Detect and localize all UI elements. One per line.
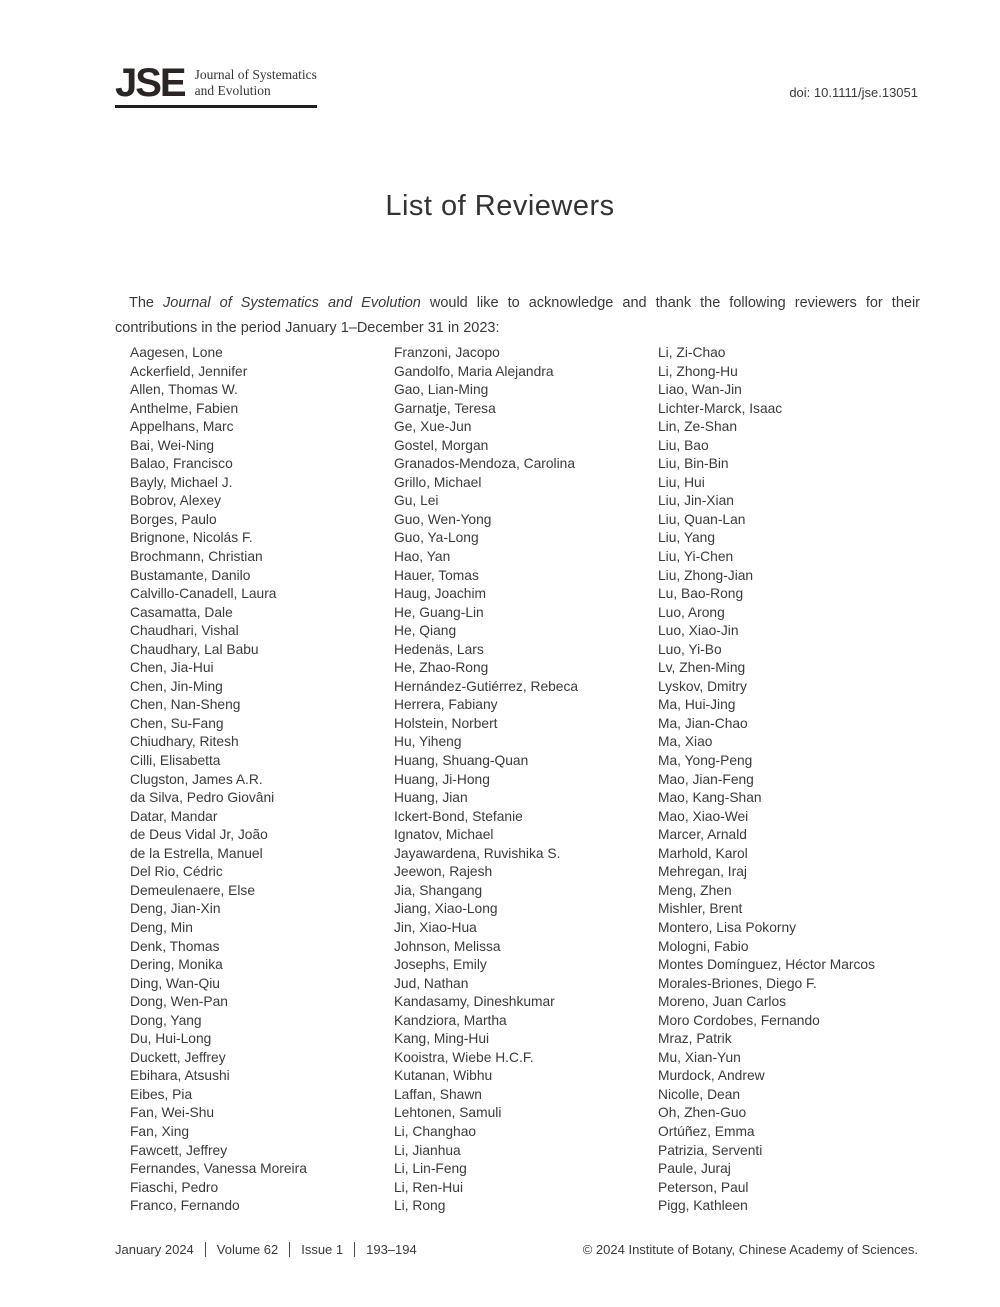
- reviewer-name: Huang, Shuang-Quan: [394, 753, 529, 769]
- journal-name-line1: Journal of Systematics: [194, 67, 317, 82]
- reviewer-name: Li, Lin-Feng: [394, 1161, 467, 1177]
- reviewer-name: Lv, Zhen-Ming: [658, 660, 746, 676]
- reviewer-name: Hauer, Tomas: [394, 567, 479, 583]
- reviewer-name: Bayly, Michael J.: [130, 474, 233, 490]
- page-footer: [115, 1242, 918, 1257]
- reviewer-name: Dering, Monika: [130, 957, 223, 973]
- reviewer-name: Liao, Wan-Jin: [658, 382, 742, 398]
- divider: [205, 1242, 206, 1257]
- reviewer-name: Deng, Jian-Xin: [130, 901, 221, 917]
- reviewer-name: Grillo, Michael: [394, 474, 482, 490]
- reviewer-name: Du, Hui-Long: [130, 1031, 212, 1047]
- reviewer-name: Liu, Yi-Chen: [658, 549, 734, 565]
- reviewer-name: Ebihara, Atsushi: [130, 1068, 230, 1084]
- reviewer-name: Marhold, Karol: [658, 845, 748, 861]
- reviewer-name: Ding, Wan-Qiu: [130, 975, 220, 991]
- reviewer-name: Balao, Francisco: [130, 456, 233, 472]
- reviewer-name: Liu, Bin-Bin: [658, 456, 729, 472]
- reviewer-name: Bobrov, Alexey: [130, 493, 222, 509]
- reviewer-name: Anthelme, Fabien: [130, 400, 239, 416]
- reviewer-name: Lichter-Marck, Isaac: [658, 400, 783, 416]
- reviewer-name: Morales-Briones, Diego F.: [658, 975, 817, 991]
- reviewer-name: Appelhans, Marc: [130, 419, 234, 435]
- reviewer-name: Calvillo-Canadell, Laura: [130, 586, 277, 602]
- reviewer-name: Luo, Xiao-Jin: [658, 623, 739, 639]
- issue-info: [115, 1242, 417, 1257]
- reviewer-name: Hernández-Gutiérrez, Rebeca: [394, 678, 579, 694]
- journal-name: [195, 66, 317, 99]
- reviewer-name: Johnson, Melissa: [394, 938, 501, 954]
- reviewer-name: Datar, Mandar: [130, 808, 218, 824]
- reviewer-name: Luo, Arong: [658, 604, 725, 620]
- reviewer-name: Laffan, Shawn: [394, 1086, 482, 1102]
- reviewer-name: Allen, Thomas W.: [130, 382, 238, 398]
- reviewer-name: Ickert-Bond, Stefanie: [394, 808, 523, 824]
- reviewer-name: Mishler, Brent: [658, 901, 743, 917]
- journal-logo: [115, 61, 317, 108]
- reviewer-name: Mao, Jian-Feng: [658, 771, 754, 787]
- reviewer-name: He, Qiang: [394, 623, 457, 639]
- page-title: List of Reviewers: [385, 190, 615, 222]
- reviewer-name: Dong, Wen-Pan: [130, 994, 228, 1010]
- divider: [289, 1242, 290, 1257]
- reviewer-name: Fernandes, Vanessa Moreira: [130, 1161, 307, 1177]
- reviewer-name: Patrizia, Serventi: [658, 1142, 763, 1158]
- reviewer-name: Li, Jianhua: [394, 1142, 461, 1158]
- reviewer-name: Liu, Quan-Lan: [658, 511, 746, 527]
- reviewer-name: Del Rio, Cédric: [130, 864, 223, 880]
- reviewer-name: Moro Cordobes, Fernando: [658, 1012, 820, 1028]
- reviewer-name: Garnatje, Teresa: [394, 400, 496, 416]
- reviewer-name: Casamatta, Dale: [130, 604, 233, 620]
- reviewer-name: de la Estrella, Manuel: [130, 845, 263, 861]
- divider: [354, 1242, 355, 1257]
- reviewer-name: Murdock, Andrew: [658, 1068, 765, 1084]
- reviewer-name: Jeewon, Rajesh: [394, 864, 493, 880]
- reviewer-name: Chen, Su-Fang: [130, 715, 224, 731]
- reviewer-name: Chen, Jin-Ming: [130, 678, 223, 694]
- reviewer-name: Eibes, Pia: [130, 1086, 193, 1102]
- reviewer-name: Duckett, Jeffrey: [130, 1049, 226, 1065]
- reviewer-name: Josephs, Emily: [394, 957, 487, 973]
- reviewer-name: Ortúñez, Emma: [658, 1123, 755, 1139]
- reviewer-name: Gao, Lian-Ming: [394, 382, 489, 398]
- reviewer-name: Jiang, Xiao-Long: [394, 901, 498, 917]
- reviewer-name: Fan, Xing: [130, 1123, 190, 1139]
- reviewer-name: Hu, Yiheng: [394, 734, 462, 750]
- reviewer-name: Ma, Xiao: [658, 734, 713, 750]
- reviewer-name: Huang, Jian: [394, 790, 468, 806]
- reviewer-name: Pigg, Kathleen: [658, 1198, 748, 1214]
- reviewer-name: Franco, Fernando: [130, 1198, 240, 1214]
- journal-name-line2: and Evolution: [194, 83, 271, 98]
- reviewer-name: Li, Zhong-Hu: [658, 363, 738, 379]
- intro-suffix: would like to acknowledge and thank the following reviewers for their contributions in the period January 1–December 31 in 2023:: [115, 294, 921, 336]
- reviewer-name: Meng, Zhen: [658, 882, 732, 898]
- reviewer-name: Chen, Nan-Sheng: [130, 697, 241, 713]
- reviewer-name: Mao, Kang-Shan: [658, 790, 762, 806]
- reviewer-name: Borges, Paulo: [130, 511, 217, 527]
- reviewer-name: Li, Ren-Hui: [394, 1179, 464, 1195]
- reviewer-name: Li, Zi-Chao: [658, 345, 726, 360]
- reviewer-name: He, Guang-Lin: [394, 604, 484, 620]
- reviewer-name: Lyskov, Dmitry: [658, 678, 747, 694]
- reviewer-name: Brignone, Nicolás F.: [130, 530, 253, 546]
- reviewer-name: Fiaschi, Pedro: [130, 1179, 219, 1195]
- reviewer-name: Li, Rong: [394, 1198, 446, 1214]
- reviewer-name: Lu, Bao-Rong: [658, 586, 744, 602]
- reviewer-name: Luo, Yi-Bo: [658, 641, 722, 657]
- reviewer-name: Oh, Zhen-Guo: [658, 1105, 747, 1121]
- reviewer-name: Lehtonen, Samuli: [394, 1105, 502, 1121]
- reviewer-name: Mraz, Patrik: [658, 1031, 732, 1047]
- reviewer-name: Liu, Yang: [658, 530, 716, 546]
- reviewer-name: Mu, Xian-Yun: [658, 1049, 741, 1065]
- issue-number: Issue 1: [301, 1242, 344, 1257]
- reviewer-name: Marcer, Arnald: [658, 827, 747, 843]
- reviewer-name: Liu, Zhong-Jian: [658, 567, 754, 583]
- reviewer-name: Demeulenaere, Else: [130, 882, 256, 898]
- reviewer-name: Chiudhary, Ritesh: [130, 734, 239, 750]
- reviewer-name: Peterson, Paul: [658, 1179, 749, 1195]
- reviewer-name: Ignatov, Michael: [394, 827, 494, 843]
- reviewer-name: Montes Domínguez, Héctor Marcos: [658, 957, 875, 973]
- reviewer-name: de Deus Vidal Jr, João: [130, 827, 268, 843]
- reviewer-name: Granados-Mendoza, Carolina: [394, 456, 575, 472]
- reviewer-name: Kandasamy, Dineshkumar: [394, 994, 555, 1010]
- reviewer-name: Kooistra, Wiebe H.C.F.: [394, 1049, 534, 1065]
- reviewer-name: Moreno, Juan Carlos: [658, 994, 787, 1010]
- reviewer-name: Herrera, Fabiany: [394, 697, 498, 713]
- reviewer-name: Montero, Lisa Pokorny: [658, 919, 797, 935]
- reviewer-name: Li, Changhao: [394, 1123, 477, 1139]
- reviewer-name: Mologni, Fabio: [658, 938, 749, 954]
- intro-prefix: The: [129, 294, 164, 311]
- reviewer-name: Nicolle, Dean: [658, 1086, 741, 1102]
- reviewer-name: Kutanan, Wibhu: [394, 1068, 493, 1084]
- reviewer-name: Huang, Ji-Hong: [394, 771, 490, 787]
- reviewer-name: Chaudhari, Vishal: [130, 623, 239, 639]
- reviewer-name: He, Zhao-Rong: [394, 660, 489, 676]
- reviewer-name: Bustamante, Danilo: [130, 567, 251, 583]
- page-header: [115, 61, 918, 108]
- reviewer-name: Chen, Jia-Hui: [130, 660, 214, 676]
- reviewer-name: Kang, Ming-Hui: [394, 1031, 490, 1047]
- reviewer-name: Fan, Wei-Shu: [130, 1105, 215, 1121]
- reviewer-name: Jin, Xiao-Hua: [394, 919, 477, 935]
- reviewer-name: Franzoni, Jacopo: [394, 345, 500, 360]
- reviewer-name: Ma, Hui-Jing: [658, 697, 736, 713]
- reviewer-name: Ge, Xue-Jun: [394, 419, 472, 435]
- issue-date: January 2024: [115, 1242, 194, 1257]
- reviewer-name: Dong, Yang: [130, 1012, 202, 1028]
- reviewer-name: Guo, Ya-Long: [394, 530, 479, 546]
- reviewer-name: Mehregan, Iraj: [658, 864, 747, 880]
- reviewer-name: Paule, Juraj: [658, 1161, 731, 1177]
- reviewer-name: Deng, Min: [130, 919, 193, 935]
- reviewer-name: Liu, Hui: [658, 474, 705, 490]
- reviewer-name: Ma, Yong-Peng: [658, 753, 753, 769]
- reviewer-name: Jayawardena, Ruvishika S.: [394, 845, 561, 861]
- reviewer-name: Fawcett, Jeffrey: [130, 1142, 228, 1158]
- reviewer-name: Ma, Jian-Chao: [658, 715, 748, 731]
- page-range: 193–194: [366, 1242, 417, 1257]
- reviewer-name: Holstein, Norbert: [394, 715, 498, 731]
- intro-paragraph: [115, 291, 920, 341]
- reviewer-name: da Silva, Pedro Giovâni: [130, 790, 275, 806]
- reviewer-name: Jud, Nathan: [394, 975, 469, 991]
- reviewer-name: Guo, Wen-Yong: [394, 511, 492, 527]
- reviewer-name: Lin, Ze-Shan: [658, 419, 737, 435]
- doi-text: doi: 10.1111/jse.13051: [789, 85, 918, 100]
- reviewer-name: Liu, Bao: [658, 437, 709, 453]
- reviewer-name: Chaudhary, Lal Babu: [130, 641, 259, 657]
- jse-logo-text: JSE: [115, 61, 185, 105]
- reviewer-name: Aagesen, Lone: [130, 345, 223, 360]
- reviewer-name: Hao, Yan: [394, 549, 451, 565]
- copyright-text: © 2024 Institute of Botany, Chinese Academy of Sciences.: [582, 1242, 918, 1257]
- reviewer-name: Brochmann, Christian: [130, 549, 263, 565]
- reviewer-name: Haug, Joachim: [394, 586, 487, 602]
- reviewer-name: Gu, Lei: [394, 493, 439, 509]
- intro-journal-name-italic: Journal of Systematics and Evolution: [163, 294, 421, 311]
- reviewer-name: Cilli, Elisabetta: [130, 753, 221, 769]
- issue-volume: Volume 62: [216, 1242, 279, 1257]
- reviewer-name: Clugston, James A.R.: [130, 771, 263, 787]
- reviewer-name: Bai, Wei-Ning: [130, 437, 215, 453]
- reviewer-name: Jia, Shangang: [394, 882, 483, 898]
- reviewer-name: Kandziora, Martha: [394, 1012, 507, 1028]
- reviewer-name: Ackerfield, Jennifer: [130, 363, 248, 379]
- reviewer-name: Gostel, Morgan: [394, 437, 489, 453]
- reviewer-name: Hedenäs, Lars: [394, 641, 484, 657]
- reviewer-name: Gandolfo, Maria Alejandra: [394, 363, 554, 379]
- reviewer-name: Mao, Xiao-Wei: [658, 808, 749, 824]
- reviewer-name: Liu, Jin-Xian: [658, 493, 734, 509]
- reviewer-columns: [130, 344, 922, 1216]
- reviewer-column-2: [394, 344, 658, 1216]
- reviewer-column-1: [130, 344, 394, 1216]
- reviewer-name: Denk, Thomas: [130, 938, 220, 954]
- reviewer-column-3: [658, 344, 922, 1216]
